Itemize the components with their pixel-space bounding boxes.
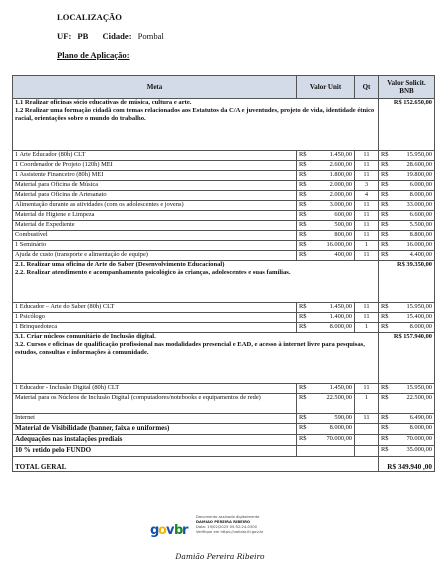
table-row — [13, 151, 435, 161]
total-value-value: 70.000,00 — [406, 435, 432, 442]
plano-aplicacao-heading: Plano de Aplicação: — [57, 50, 130, 60]
total-value-value: 5.500,00 — [409, 221, 432, 228]
table-row — [13, 161, 435, 171]
currency-symbol: R$ — [299, 414, 307, 421]
location-line — [57, 31, 164, 41]
item-description: 1 Psicólogo — [13, 313, 297, 323]
table-row — [13, 171, 435, 181]
total-value — [379, 303, 435, 313]
unit-value-value: 500,00 — [334, 221, 352, 228]
table-row — [13, 191, 435, 201]
currency-symbol: R$ — [381, 424, 389, 431]
unit-value — [297, 191, 355, 201]
section-goals — [13, 333, 379, 384]
total-value — [379, 435, 435, 446]
unit-value-value: 8.000,00 — [329, 424, 352, 431]
total-value — [379, 313, 435, 323]
total-value — [379, 414, 435, 424]
signature-details — [196, 515, 263, 535]
total-value-value: 22.500,00 — [406, 394, 432, 401]
total-value-value: 8.000,00 — [409, 424, 432, 431]
unit-value — [297, 414, 355, 424]
table-row — [13, 414, 435, 424]
total-value — [379, 231, 435, 241]
unit-value — [297, 211, 355, 221]
item-description: Material para Oficina de Música — [13, 181, 297, 191]
total-value-value: 19.800,00 — [406, 171, 432, 178]
section-row — [13, 99, 435, 151]
item-description: Material de Expediente — [13, 221, 297, 231]
unit-value — [297, 313, 355, 323]
unit-value-value: 22.500,00 — [326, 394, 352, 401]
section-subtotal: R$ 152.650,00 — [379, 99, 435, 151]
unit-value-value: 16.000,00 — [326, 241, 352, 248]
currency-symbol: R$ — [381, 303, 389, 310]
quantity: 11 — [355, 151, 379, 161]
unit-value-value: 2.000,00 — [329, 191, 352, 198]
header-valor-unit: Valor Unit — [297, 76, 355, 99]
quantity: 4 — [355, 191, 379, 201]
item-description: Material de Higiene e Limpeza — [13, 211, 297, 221]
unit-value-value: 1.450,00 — [329, 303, 352, 310]
currency-symbol: R$ — [299, 323, 307, 330]
total-value — [379, 181, 435, 191]
signature-signer: DAMIAO PEREIRA RIBEIRO — [196, 520, 251, 524]
table-row — [13, 221, 435, 231]
currency-symbol: R$ — [299, 251, 307, 258]
signature-date: Data: 19/02/2025 05:52:24-0300 — [196, 525, 257, 529]
unit-value — [297, 171, 355, 181]
table-row — [13, 303, 435, 313]
header-qt: Qt — [355, 76, 379, 99]
quantity — [355, 446, 379, 457]
currency-symbol: R$ — [381, 151, 389, 158]
total-value — [379, 251, 435, 261]
item-description: 1 Coordenador de Projeto (120h) MEI — [13, 161, 297, 171]
currency-symbol: R$ — [299, 191, 307, 198]
total-value-value: 16.000,00 — [406, 241, 432, 248]
digital-signature-stamp — [150, 515, 310, 549]
quantity: 11 — [355, 251, 379, 261]
total-value-value: 15.950,00 — [406, 303, 432, 310]
svg-text:g: g — [150, 523, 160, 538]
unit-value — [297, 323, 355, 333]
unit-value — [297, 251, 355, 261]
currency-symbol: R$ — [299, 171, 307, 178]
unit-value-empty — [297, 446, 355, 457]
table-row — [13, 313, 435, 323]
currency-symbol: R$ — [299, 211, 307, 218]
total-value: R$ 349.940 ,00 — [379, 457, 435, 472]
item-description: 1 Arte Educador (80h) CLT — [13, 151, 297, 161]
extra-row — [13, 446, 435, 457]
section-row — [13, 261, 435, 303]
quantity: 1 — [355, 241, 379, 251]
total-value — [379, 424, 435, 435]
table-row — [13, 394, 435, 414]
table-row — [13, 231, 435, 241]
total-value — [379, 211, 435, 221]
section-goal-line-2: 2.2. Realizar atendimento e acompanhamento psicológico às crianças, adolescentes e suas famílias. — [15, 269, 291, 277]
currency-symbol: R$ — [381, 241, 389, 248]
table-row — [13, 323, 435, 333]
table-row — [13, 211, 435, 221]
item-description: 1 Educador - Inclusão Digital (80h) CLT — [13, 384, 297, 394]
signature-line-1: Documento assinado digitalmente — [196, 515, 260, 519]
quantity: 11 — [355, 161, 379, 171]
unit-value — [297, 424, 355, 435]
table-row — [13, 384, 435, 394]
total-value — [379, 151, 435, 161]
item-description: Combustível — [13, 231, 297, 241]
signature-verify-link[interactable]: Verifique em https://validar.iti.gov.br — [196, 530, 264, 534]
currency-symbol: R$ — [299, 221, 307, 228]
total-value-value: 6.490,00 — [409, 414, 432, 421]
unit-value-value: 400,00 — [334, 251, 352, 258]
currency-symbol: R$ — [299, 435, 307, 442]
section-goals — [13, 99, 379, 151]
total-value-value: 15.950,00 — [406, 151, 432, 158]
unit-value — [297, 201, 355, 211]
unit-value-value: 1.450,00 — [329, 151, 352, 158]
currency-symbol: R$ — [299, 241, 307, 248]
svg-text:v: v — [166, 523, 175, 538]
total-value-value: 6.000,00 — [409, 181, 432, 188]
currency-symbol: R$ — [381, 221, 389, 228]
currency-symbol: R$ — [299, 303, 307, 310]
item-description: 1 Brinquedoteca — [13, 323, 297, 333]
header-meta: Meta — [13, 76, 297, 99]
unit-value — [297, 435, 355, 446]
svg-text:o: o — [158, 523, 167, 538]
unit-value — [297, 151, 355, 161]
total-value — [379, 384, 435, 394]
quantity: 11 — [355, 313, 379, 323]
signer-name: Damião Pereira Ribeiro — [175, 552, 265, 561]
application-plan-table — [12, 75, 435, 472]
quantity: 1 — [355, 323, 379, 333]
total-value-value: 35.000,00 — [406, 446, 432, 453]
location-title: LOCALIZAÇÃO — [57, 12, 122, 22]
quantity: 11 — [355, 303, 379, 313]
quantity — [355, 435, 379, 446]
total-value-value: 6.600,00 — [409, 211, 432, 218]
unit-value — [297, 394, 355, 414]
total-value — [379, 394, 435, 414]
total-value — [379, 171, 435, 181]
currency-symbol: R$ — [299, 313, 307, 320]
extra-description: 10 % retido pelo FUNDO — [13, 446, 297, 457]
quantity: 11 — [355, 171, 379, 181]
section-goal-line-1: 3.1. Criar núcleos comunitário de Inclusão digital. — [15, 333, 156, 340]
currency-symbol: R$ — [299, 384, 307, 391]
unit-value-value: 2.000,00 — [329, 181, 352, 188]
item-description: 1 Seminário — [13, 241, 297, 251]
unit-value-value: 1.400,00 — [329, 313, 352, 320]
total-value — [379, 241, 435, 251]
quantity: 11 — [355, 231, 379, 241]
total-value-value: 8.800,00 — [409, 231, 432, 238]
total-value-value: 8.000,00 — [409, 323, 432, 330]
currency-symbol: R$ — [381, 161, 389, 168]
currency-symbol: R$ — [299, 151, 307, 158]
total-value-value: 28.600,00 — [406, 161, 432, 168]
item-description: Ajuda de custo (transporte e alimentação de equipe) — [13, 251, 297, 261]
table-row — [13, 181, 435, 191]
extra-description: Adequações nas instalações prediais — [13, 435, 297, 446]
currency-symbol: R$ — [381, 435, 389, 442]
currency-symbol: R$ — [299, 424, 307, 431]
unit-value — [297, 303, 355, 313]
unit-value — [297, 384, 355, 394]
extra-row — [13, 435, 435, 446]
total-value-value: 33.000,00 — [406, 201, 432, 208]
section-subtotal: R$ 157.940,00 — [379, 333, 435, 384]
item-description: 1 Educador – Arte do Saber (80h) CLT — [13, 303, 297, 313]
item-description: Material para os Núcleos de Inclusão Digital (computadores/notebooks e equipamentos de rede) — [13, 394, 297, 414]
currency-symbol: R$ — [381, 384, 389, 391]
item-description: 1 Assistente Financeiro (80h) MEI — [13, 171, 297, 181]
svg-text:b: b — [174, 523, 184, 538]
total-value — [379, 323, 435, 333]
currency-symbol: R$ — [381, 323, 389, 330]
unit-value-value: 600,00 — [334, 211, 352, 218]
currency-symbol: R$ — [381, 181, 389, 188]
total-value-value: 8.000,00 — [409, 191, 432, 198]
total-value — [379, 191, 435, 201]
section-goal-line-2: 3.2. Cursos e oficinas de qualificação profissional nas modalidades presencial e EAD, e acesso à internet livre para pesquisas, estudos, consultas e informações à comunidade. — [15, 341, 365, 357]
unit-value — [297, 161, 355, 171]
quantity: 11 — [355, 221, 379, 231]
unit-value — [297, 231, 355, 241]
total-value — [379, 446, 435, 457]
svg-text:r: r — [182, 523, 189, 538]
cidade-label: Cidade: — [102, 31, 132, 41]
currency-symbol: R$ — [299, 201, 307, 208]
section-goal-line-1: 1.1 Realizar oficinas sócio educativas de música, cultura e arte. — [15, 99, 192, 106]
total-value — [379, 201, 435, 211]
header-valor-solicit: Valor Solicit. BNB — [379, 76, 435, 99]
currency-symbol: R$ — [381, 211, 389, 218]
currency-symbol: R$ — [381, 394, 389, 401]
quantity: 11 — [355, 211, 379, 221]
total-value — [379, 221, 435, 231]
unit-value-value: 1.800,00 — [329, 171, 352, 178]
quantity: 11 — [355, 201, 379, 211]
quantity: 11 — [355, 384, 379, 394]
table-row — [13, 241, 435, 251]
cidade-value: Pombal — [137, 31, 164, 41]
total-label: TOTAL GERAL — [13, 457, 379, 472]
quantity: 1 — [355, 394, 379, 414]
currency-symbol: R$ — [381, 201, 389, 208]
currency-symbol: R$ — [299, 231, 307, 238]
unit-value-value: 2.600,00 — [329, 161, 352, 168]
quantity — [355, 424, 379, 435]
currency-symbol: R$ — [299, 181, 307, 188]
section-goal-line-1: 2.1. Realizar uma oficina de Arte do Saber (Desenvolvimento Educacional) — [15, 261, 225, 268]
uf-label: UF: — [57, 31, 72, 41]
currency-symbol: R$ — [381, 313, 389, 320]
unit-value-value: 800,00 — [334, 231, 352, 238]
unit-value — [297, 181, 355, 191]
uf-value: PB — [77, 31, 89, 41]
unit-value — [297, 221, 355, 231]
currency-symbol: R$ — [381, 414, 389, 421]
unit-value-value: 3.000,00 — [329, 201, 352, 208]
unit-value-value: 8.000,00 — [329, 323, 352, 330]
section-goal-line-2: 1.2 Realizar uma formação cidadã com temas relacionados aos Estatutos da C/A e juventudes, projeto de vida, identidade étnico racial, orientações sobre o mundo do trabalho. — [15, 107, 375, 123]
quantity: 3 — [355, 181, 379, 191]
currency-symbol: R$ — [381, 191, 389, 198]
total-value-value: 15.400,00 — [406, 313, 432, 320]
govbr-logo-icon — [150, 517, 194, 545]
table-row — [13, 201, 435, 211]
quantity: 11 — [355, 414, 379, 424]
total-row — [13, 457, 435, 472]
item-description: Alimentação durante as atividades (com os adolescentes e jovens) — [13, 201, 297, 211]
total-value-value: 4.400,00 — [409, 251, 432, 258]
unit-value — [297, 241, 355, 251]
currency-symbol: R$ — [381, 251, 389, 258]
unit-value-value: 70.000,00 — [326, 435, 352, 442]
item-description: Internet — [13, 414, 297, 424]
section-subtotal: R$ 39.350,00 — [379, 261, 435, 303]
currency-symbol: R$ — [381, 231, 389, 238]
extra-description: Material de Visibilidade (banner, faixa e uniformes) — [13, 424, 297, 435]
unit-value-value: 590,00 — [334, 414, 352, 421]
table-row — [13, 251, 435, 261]
total-value — [379, 161, 435, 171]
currency-symbol: R$ — [299, 161, 307, 168]
item-description: Material para Oficina de Artesanato — [13, 191, 297, 201]
currency-symbol: R$ — [299, 394, 307, 401]
unit-value-value: 1.450,00 — [329, 384, 352, 391]
table-body — [13, 99, 435, 472]
section-goals — [13, 261, 379, 303]
extra-row — [13, 424, 435, 435]
total-value-value: 15.950,00 — [406, 384, 432, 391]
currency-symbol: R$ — [381, 171, 389, 178]
currency-symbol: R$ — [381, 446, 389, 453]
section-row — [13, 333, 435, 384]
